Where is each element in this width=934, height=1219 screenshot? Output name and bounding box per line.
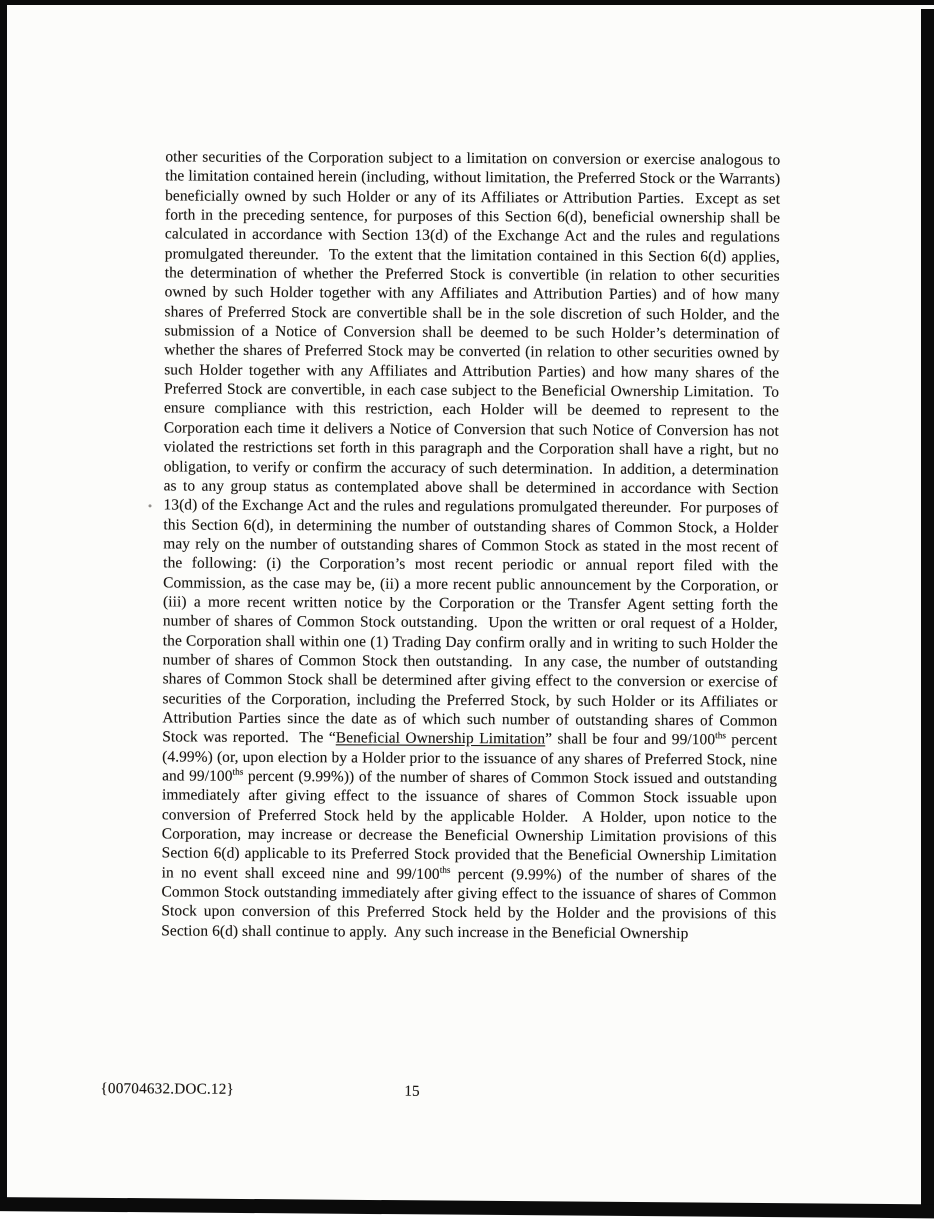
body-paragraph bbox=[161, 147, 785, 943]
text-segment-superscript: ths bbox=[439, 864, 451, 875]
text-segment-superscript: ths bbox=[232, 766, 244, 777]
text-segment-underline: Beneficial Ownership Limitation bbox=[335, 729, 546, 748]
text-segment-superscript: ths bbox=[715, 730, 726, 741]
footer-doc-reference: {00704632.DOC.12} bbox=[100, 1080, 235, 1098]
text-segment: percent (9.99%)) of the number of shares of Common Stock issued and outstanding immediately after giving effect to the issuance of shares of Common Stock issuable upon conversion of Preferred Stock held by the applicable Holder. A Holder, upon notice to the Corporation, may increase or decrease the Beneficial Ownership Limitation provisions of this Section 6(d) applicable to its Preferred Stock provided that the Beneficial Ownership Limitation in no event shall exceed nine and 99/100 bbox=[161, 767, 782, 883]
text-segment: percent (9.99%) of the number of shares of the Common Stock outstanding immediately after giving effect to the issuance of shares of Common Stock upon conversion of this Preferred Stock held by the Holder and the provisions of this Section 6(d) shall continue to apply. Any such increase in the Beneficial Ownership bbox=[161, 865, 781, 942]
scan-border-right bbox=[921, 9, 934, 1208]
scan-border-top bbox=[0, 0, 934, 5]
text-segment: other securities of the Corporation subject to a limitation on conversion or exercise analogous to the limitation contained herein (including, without limitation, the Preferred Stock or the Warrants) beneficially owned by such Holder or any of its Affiliates or Attribution Parties. Except as set forth in the preceding sentence, for purposes of this Section 6(d), beneficial ownership shall be calculated in accordance with Section 13(d) of the Exchange Act and the rules and regulations promulgated thereunder. To the extent that the limitation contained in this Section 6(d) applies, the determination of whether the Preferred Stock is convertible (in relation to other securities owned by such Holder together with any Affiliates and Attribution Parties) and of how many shares of Preferred Stock are convertible shall be in the sole discretion of such Holder, and the submission of a Notice of Conversion shall be deemed to be such Holder’s determination of whether the shares of Preferred Stock may be converted (in relation to other securities owned by such Holder together with any Affiliates and Attribution Parties) and how many shares of the Preferred Stock are convertible, in each case subject to the Beneficial Ownership Limitation. To ensure compliance with this restriction, each Holder will be deemed to represent to the Corporation each time it delivers a Notice of Conversion that such Notice of Conversion has not violated the restrictions set forth in this paragraph and the Corporation shall have a right, but no obligation, to verify or confirm the accuracy of such determination. In addition, a determination as to any group status as contemplated above shall be determined in accordance with Section 13(d) of the Exchange Act and the rules and regulations promulgated thereunder. For purposes of this Section 6(d), in determining the number of outstanding shares of Common Stock, a Holder may rely on the number of outstanding shares of Common Stock as stated in the most recent of the following: (i) the Corporation’s most recent periodic or annual report filed with the Commission, as the case may be, (ii) a more recent public announcement by the Corporation, or (iii) a more recent written notice by the Corporation or the Transfer Agent setting forth the number of shares of Common Stock outstanding. Upon the written or oral request of a Holder, the Corporation shall within one (1) Trading Day confirm orally and in writing to such Holder the number of shares of Common Stock then outstanding. In any case, the number of outstanding shares of Common Stock shall be determined after giving effect to the conversion or exercise of securities of the Corporation, including the Preferred Stock, by such Holder or its Affiliates or Attribution Parties since the date as of which such number of outstanding shares of Common Stock was reported. The “ bbox=[162, 148, 785, 747]
text-segment: ” shall be four and 99/100 bbox=[545, 730, 716, 749]
scan-border-left bbox=[0, 0, 7, 1208]
text-segment: percent (4.99%) (or, upon election by a Holder prior to the issuance of any shares of Preferred Stock, nine and 99/100 bbox=[162, 731, 782, 785]
scan-speck bbox=[149, 504, 152, 507]
footer-page-number: 15 bbox=[404, 1082, 420, 1100]
